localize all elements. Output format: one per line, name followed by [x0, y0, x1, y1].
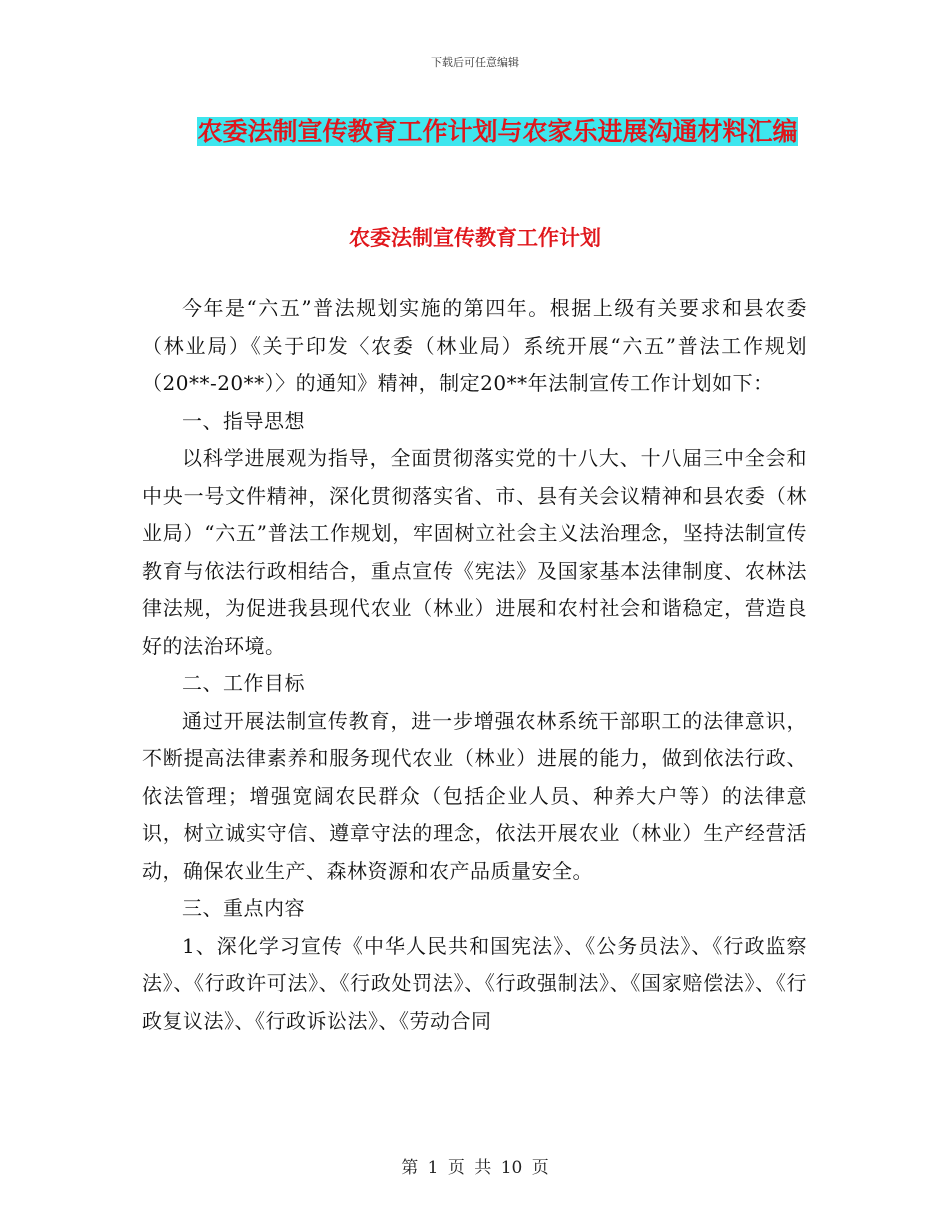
paragraph-intro: 今年是“六五”普法规划实施的第四年。根据上级有关要求和县农委（林业局）《关于印发〈农委（林业局）系统开展“六五”普法工作规划（20**-20**）〉的通知》精神，制定20**年法制宣传工作计划如下： [142, 296, 807, 395]
paragraph-guiding-ideology: 以科学进展观为指导，全面贯彻落实党的十八大、十八届三中全会和中央一号文件精神，深化贯彻落实省、市、县有关会议精神和县农委（林业局）“六五”普法工作规划，牢固树立社会主义法治理念，坚持法制宣传教育与依法行政相结合，重点宣传《宪法》及国家基本法律制度、农林法律法规，为促进我县现代农业（林业）进展和农村社会和谐稳定，营造良好的法治环境。 [142, 446, 807, 658]
document-body [142, 290, 807, 1040]
heading-work-goals: 二、工作目标 [182, 671, 305, 695]
document-title-text: 农委法制宣传教育工作计划与农家乐进展沟通材料汇编 [197, 117, 798, 146]
heading-key-content: 三、重点内容 [182, 896, 305, 920]
heading-guiding-ideology: 一、指导思想 [182, 408, 305, 433]
paragraph-key-content-1: 1、深化学习宣传《中华人民共和国宪法》、《公务员法》、《行政监察法》、《行政许可法》、《行政处罚法》、《行政强制法》、《国家赔偿法》、《行政复议法》、《行政诉讼法》、《劳动合同 [142, 933, 807, 1033]
section-title: 农委法制宣传教育工作计划 [349, 226, 601, 250]
page-number-footer: 第 1 页 共 10 页 [401, 1158, 549, 1178]
page-header-note: 下载后可任意编辑 [431, 56, 519, 69]
document-title [190, 108, 805, 156]
paragraph-work-goals: 通过开展法制宣传教育，进一步增强农林系统干部职工的法律意识，不断提高法律素养和服务现代农业（林业）进展的能力，做到依法行政、依法管理；增强宽阔农民群众（包括企业人员、种养大户等）的法律意识，树立诚实守信、遵章守法的理念，依法开展农业（林业）生产经营活动，确保农业生产、森林资源和农产品质量安全。 [142, 708, 807, 883]
